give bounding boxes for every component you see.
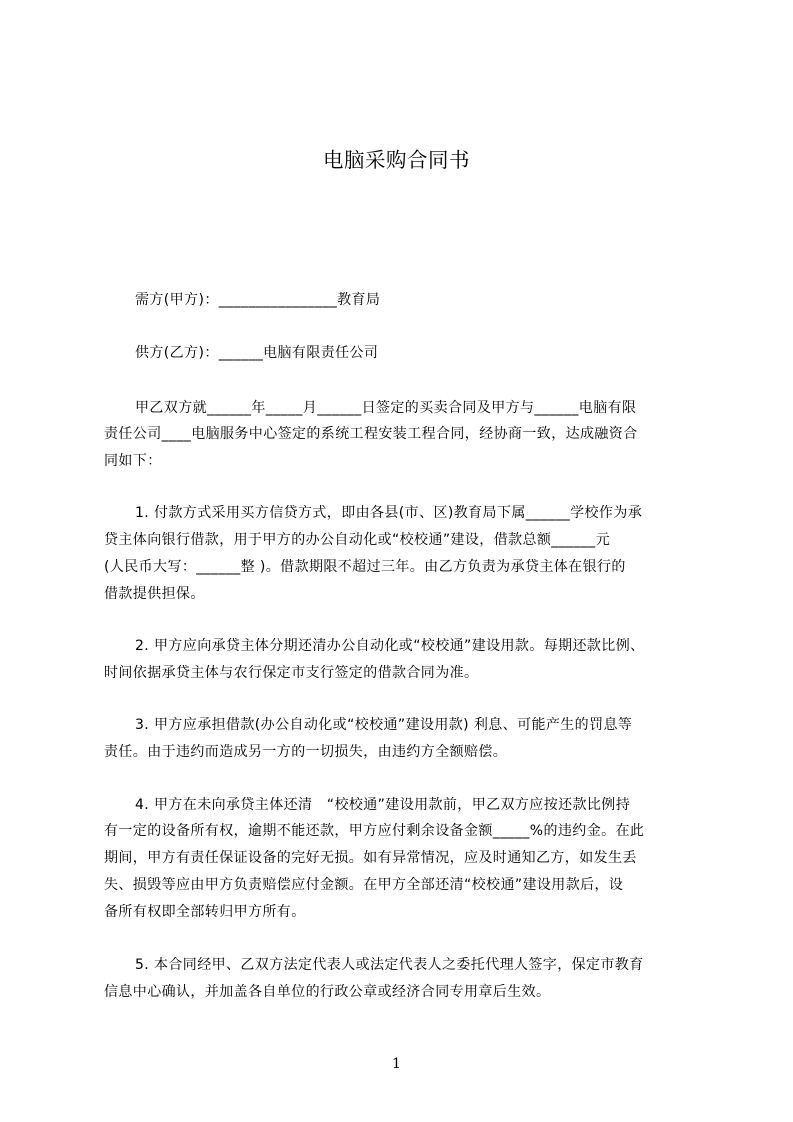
clause-4-line: 有一定的设备所有权，逾期不能还款，甲方应付剩余设备金额_____%的违约金。在此 (104, 823, 645, 839)
intro-line: 责任公司____电脑服务中心签定的系统工程安装工程合同，经协商一致，达成融资合 (104, 426, 638, 442)
clause-4-line: 4. 甲方在未向承贷主体还清 “校校通”建设用款前，甲乙双方应按还款比例持 (135, 797, 631, 813)
clause-2-line: 2. 甲方应向承贷主体分期还清办公自动化或“校校通”建设用款。每期还款比例、 (135, 638, 645, 654)
clause-1-line: 1. 付款方式采用买方信贷方式，即由各县(市、区)教育局下属______学校作为承 (135, 505, 643, 521)
clause-1-line: 贷主体向银行借款，用于甲方的办公自动化或“校校通”建设，借款总额______元 (104, 532, 611, 548)
clause-3-line: 责任。由于违约而造成另一方的一切损失，由违约方全额赔偿。 (104, 744, 508, 760)
party-b-line: 供方(乙方)：______电脑有限责任公司 (135, 345, 379, 361)
clause-5-line: 信息中心确认，并加盖各自单位的行政公章或经济合同专用章后生效。 (104, 984, 551, 1000)
intro-line: 同如下： (104, 453, 162, 469)
clause-4-line: 失、损毁等应由甲方负责赔偿应付金额。在甲方全部还清“校校通”建设用款后，设 (104, 877, 624, 893)
page-number: 1 (392, 1056, 401, 1072)
clause-1-line: (人民币大写：______整 )。借款期限不超过三年。由乙方负责为承贷主体在银行的 (104, 559, 626, 575)
document-title: 电脑采购合同书 (323, 148, 470, 172)
clause-1-line: 借款提供担保。 (104, 586, 205, 602)
clause-3-line: 3. 甲方应承担借款(办公自动化或“校校通”建设用款) 利息、可能产生的罚息等 (135, 717, 633, 733)
clause-4-line: 备所有权即全部转归甲方所有。 (104, 904, 306, 920)
intro-line: 甲乙双方就______年_____月______日签定的买卖合同及甲方与______电脑有限 (135, 400, 637, 416)
party-a-line: 需方(甲方)：________________教育局 (135, 292, 381, 308)
clause-2-line: 时间依据承贷主体与农行保定市支行签定的借款合同为准。 (104, 665, 479, 681)
clause-4-line: 期间，甲方有责任保证设备的完好无损。如有异常情况，应及时通知乙方，如发生丢 (104, 850, 637, 866)
clause-5-line: 5. 本合同经甲、乙双方法定代表人或法定代表人之委托代理人签字，保定市教育 (135, 957, 644, 973)
